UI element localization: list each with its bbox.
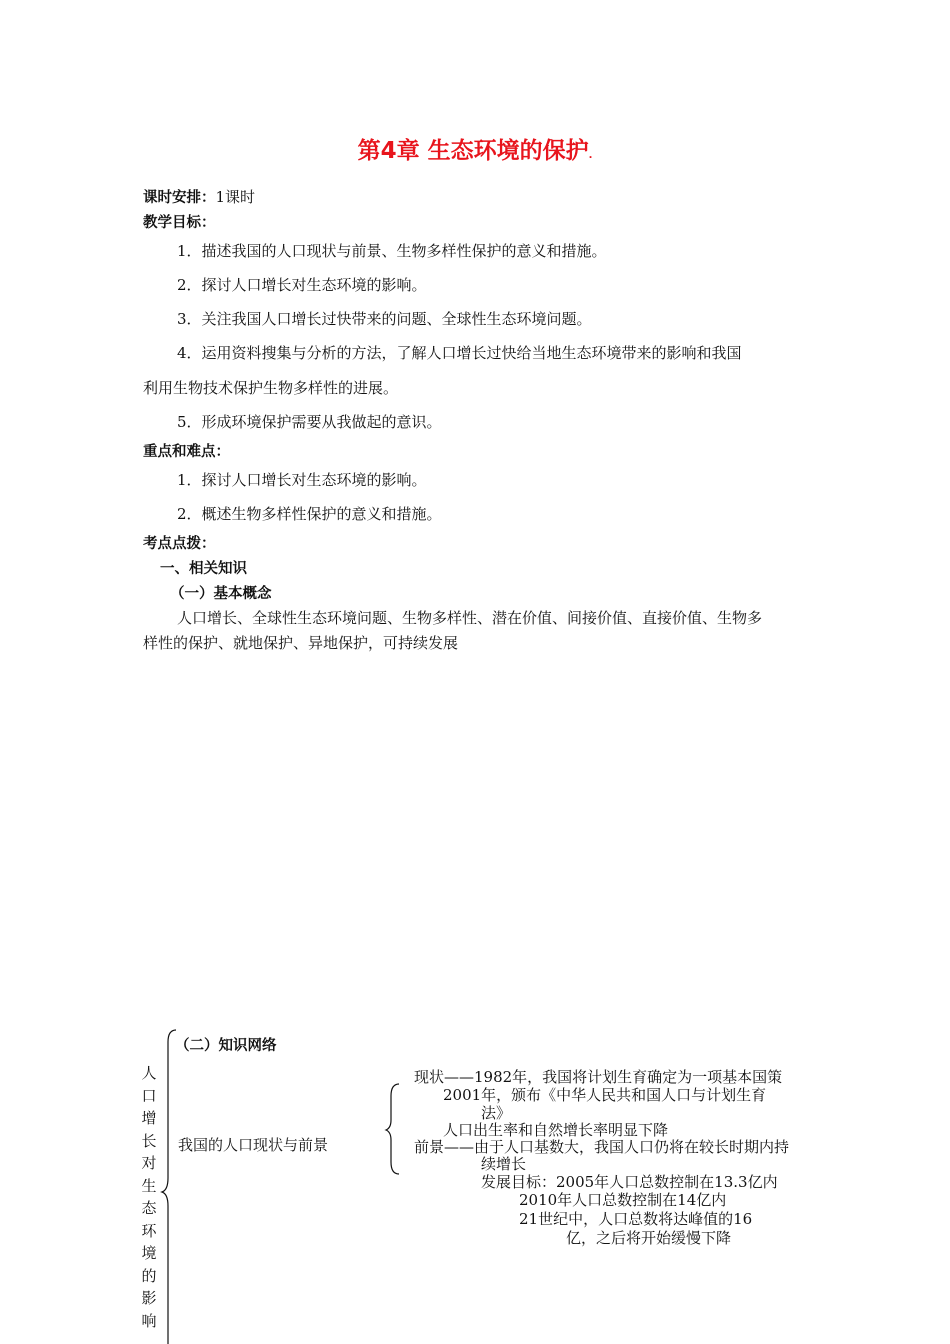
schedule-line <box>143 186 255 207</box>
network-line-2: 2001年，颁布《中华人民共和国人口与计划生育 <box>443 1086 767 1104</box>
network-line-9: 21世纪中，人口总数将达峰值的16 <box>519 1210 753 1228</box>
network-line-10: 亿，之后将开始缓慢下降 <box>566 1229 732 1247</box>
objective-item-3: 3．关注我国人口增长过快带来的问题、全球性生态环境问题。 <box>177 310 592 328</box>
right-brace <box>385 1082 405 1176</box>
schedule-label: 课时安排： <box>143 190 216 206</box>
network-line-4: 人口出生率和自然增长率明显下降 <box>443 1121 669 1139</box>
exam-heading: 考点点拨： <box>143 536 216 552</box>
objective-item-4-line-2: 利用生物技术保护生物多样性的进展。 <box>143 379 399 397</box>
objectives-heading: 教学目标： <box>143 215 216 231</box>
page-title <box>0 132 950 165</box>
network-vertical-label: 人口增长对生态环境的影响 <box>141 1064 157 1330</box>
network-line-8: 2010年人口总数控制在14亿内 <box>519 1191 727 1209</box>
section-related-knowledge: 一、相关知识 <box>160 561 247 577</box>
network-line-1: 现状——1982年，我国将计划生育确定为一项基本国策 <box>414 1068 783 1086</box>
branch-label: 我国的人口现状与前景 <box>178 1136 329 1154</box>
key-points-heading: 重点和难点： <box>143 444 230 460</box>
subsection-basic-concepts: （一）基本概念 <box>170 586 272 602</box>
network-line-3: 法》 <box>481 1104 512 1122</box>
key-point-item-1: 1．探讨人口增长对生态环境的影响。 <box>177 471 427 489</box>
key-point-item-2: 2．概述生物多样性保护的意义和措施。 <box>177 505 442 523</box>
objective-item-4-line-1: 4．运用资料搜集与分析的方法，了解人口增长过快给当地生态环境带来的影响和我国 <box>177 344 742 362</box>
objective-item-1: 1．描述我国的人口现状与前景、生物多样性保护的意义和措施。 <box>177 242 607 260</box>
page-title-text: 第4章 生态环境的保护 <box>357 138 589 164</box>
network-line-5: 前景——由于人口基数大，我国人口仍将在较长时期内持 <box>414 1138 790 1156</box>
title-mark: . <box>588 150 593 161</box>
concepts-line-1: 人口增长、全球性生态环境问题、生物多样性、潜在价值、间接价值、直接价值、生物多 <box>177 609 763 627</box>
network-line-6: 续增长 <box>481 1155 527 1173</box>
concepts-line-2: 样性的保护、就地保护、异地保护，可持续发展 <box>143 634 459 652</box>
schedule-value: 1课时 <box>215 188 256 206</box>
subsection-knowledge-network: （二）知识网络 <box>175 1038 277 1054</box>
objective-item-5: 5．形成环境保护需要从我做起的意识。 <box>177 413 442 431</box>
objective-item-2: 2．探讨人口增长对生态环境的影响。 <box>177 276 427 294</box>
left-brace <box>160 1028 180 1344</box>
network-line-7: 发展目标：2005年人口总数控制在13.3亿内 <box>481 1173 778 1191</box>
